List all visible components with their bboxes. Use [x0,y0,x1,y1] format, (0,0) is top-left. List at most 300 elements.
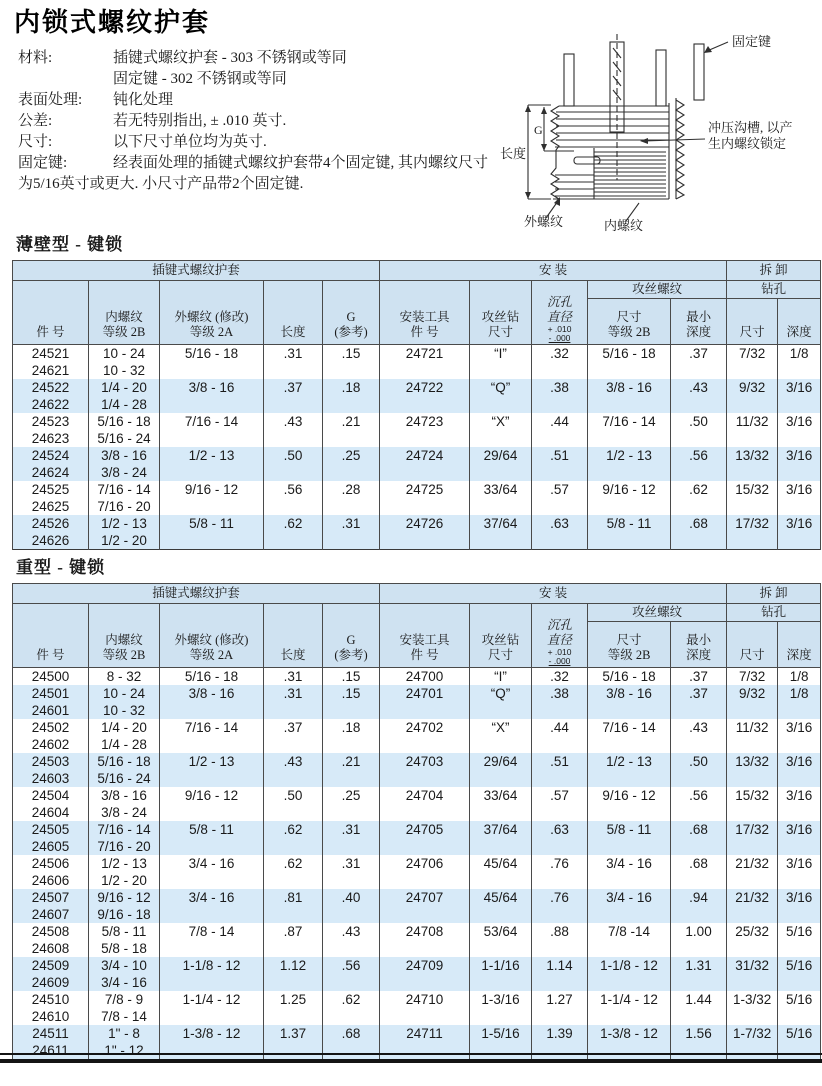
counterbore-cell: .76 [532,889,588,923]
internal-thread-cell: 7/16 - 14 [89,821,160,838]
counterbore-cell: .32 [532,345,588,380]
diagram-label-punch-groove-2: 生内螺纹锁定 [708,136,787,151]
col-header-g-reference: G (参考) [323,281,380,345]
tap-drill-cell: 45/64 [470,889,532,923]
length-cell: .37 [264,379,323,413]
tap-drill-cell: 45/64 [470,855,532,889]
col-header-part-number: 件 号 [13,604,89,668]
drill-size-cell: 9/32 [727,685,778,719]
internal-thread-cell: 10 - 32 [89,362,160,379]
group-header-install: 安 装 [380,584,727,604]
part-number-cell: 24500 [13,668,89,686]
part-number-cell: 24503 [13,753,89,770]
part-number-cell: 24623 [13,430,89,447]
spec-label: 材料: [18,50,53,66]
install-tool-cell: 24722 [380,379,470,413]
drill-depth-cell: 3/16 [778,821,821,855]
part-number-cell: 24610 [13,1008,89,1025]
col-header-external-thread: 外螺纹 (修改) 等级 2A [160,281,264,345]
page-title: 内锁式螺纹护套 [14,8,211,37]
length-cell: .31 [264,685,323,719]
counterbore-cell: .44 [532,413,588,447]
drill-depth-cell: 3/16 [778,413,821,447]
col-header-tap-drill: 攻丝钻 尺寸 [470,604,532,668]
part-number-cell: 24505 [13,821,89,838]
external-thread-cell: 5/16 - 18 [160,345,264,380]
external-thread-cell: 7/8 - 14 [160,923,264,957]
sub-header-tap-thread: 攻丝螺纹 [588,281,727,299]
g-reference-cell: .15 [323,668,380,686]
tap-drill-cell: 29/64 [470,447,532,481]
part-number-cell: 24626 [13,532,89,550]
tap-drill-cell: “Q” [470,685,532,719]
part-number-cell: 24524 [13,447,89,464]
counterbore-cell: 1.27 [532,991,588,1025]
length-cell: .43 [264,753,323,787]
part-number-cell: 24507 [13,889,89,906]
internal-thread-cell: 10 - 24 [89,685,160,702]
tap-drill-cell: 29/64 [470,753,532,787]
spec-row [18,48,496,69]
install-tool-cell: 24724 [380,447,470,481]
table-row [13,991,821,1008]
internal-thread-cell: 7/16 - 20 [89,498,160,515]
length-cell: .50 [264,787,323,821]
internal-thread-cell: 5/16 - 18 [89,753,160,770]
drill-size-cell: 1-3/32 [727,991,778,1025]
tap-thread-size-cell: 5/8 - 11 [588,515,671,550]
part-number-cell: 24501 [13,685,89,702]
col-header-install-tool: 安装工具 件 号 [380,281,470,345]
sub-header-drill: 钻孔 [727,604,821,622]
min-depth-cell: .56 [671,787,727,821]
col-header-part-number: 件 号 [13,281,89,345]
length-cell: 1.25 [264,991,323,1025]
diagram-label-internal-thread: 内螺纹 [604,218,644,233]
g-reference-cell: .18 [323,379,380,413]
col-header-internal-thread: 内螺纹 等级 2B [89,281,160,345]
min-depth-cell: .43 [671,379,727,413]
col-header-drill-size: 尺寸 [727,299,778,345]
col-header-length: 长度 [264,604,323,668]
counterbore-cell: .57 [532,787,588,821]
counterbore-cell: .32 [532,668,588,686]
section-title-heavyduty: 重型 - 键锁 [16,558,106,577]
internal-thread-cell: 3/8 - 16 [89,787,160,804]
internal-thread-cell: 1/2 - 20 [89,532,160,550]
internal-thread-cell: 1/2 - 13 [89,515,160,532]
min-depth-cell: .62 [671,481,727,515]
install-tool-cell: 24708 [380,923,470,957]
table-row [13,481,821,498]
group-header-row [13,584,821,604]
sub-header-row [13,604,821,622]
install-tool-cell: 24704 [380,787,470,821]
external-thread-cell: 1/2 - 13 [160,447,264,481]
tap-thread-size-cell: 9/16 - 12 [588,787,671,821]
install-tool-cell: 24706 [380,855,470,889]
drill-depth-cell: 3/16 [778,787,821,821]
length-cell: .62 [264,855,323,889]
diagram-label-external-thread: 外螺纹 [524,214,564,229]
drill-depth-cell: 3/16 [778,889,821,923]
page-bottom-rule [0,1053,822,1063]
internal-thread-cell: 7/16 - 20 [89,838,160,855]
internal-thread-cell: 5/16 - 24 [89,770,160,787]
tap-drill-cell: 37/64 [470,821,532,855]
tap-thread-size-cell: 3/8 - 16 [588,379,671,413]
spec-label: 尺寸: [18,134,53,150]
table-row [13,923,821,940]
col-header-drill-depth: 深度 [778,299,821,345]
tap-drill-cell: “Q” [470,379,532,413]
group-header-removal: 拆 卸 [727,584,821,604]
install-tool-cell: 24721 [380,345,470,380]
tap-drill-cell: “X” [470,719,532,753]
col-header-counterbore: 沉孔 直径 + .010 - .000 [532,604,588,668]
g-reference-cell: .18 [323,719,380,753]
tap-thread-size-cell: 5/8 - 11 [588,821,671,855]
g-reference-cell: .62 [323,991,380,1025]
table-row [13,1025,821,1042]
min-depth-cell: .50 [671,413,727,447]
tap-thread-size-cell: 1-1/4 - 12 [588,991,671,1025]
col-header-counterbore: 沉孔 直径 + .010 - .000 [532,281,588,345]
tap-thread-size-cell: 5/16 - 18 [588,668,671,686]
table-row [13,515,821,532]
tap-thread-size-cell: 1/2 - 13 [588,753,671,787]
counterbore-cell: .63 [532,515,588,550]
counterbore-cell: .38 [532,685,588,719]
col-header-tap-size: 尺寸 等级 2B [588,622,671,668]
external-thread-cell: 5/16 - 18 [160,668,264,686]
thinwall-table-body [13,345,821,550]
spec-label: 固定键: [18,155,68,171]
tap-thread-size-cell: 7/16 - 14 [588,413,671,447]
drill-depth-cell: 5/16 [778,1025,821,1060]
tap-thread-size-cell: 7/8 -14 [588,923,671,957]
part-number-cell: 24508 [13,923,89,940]
internal-thread-cell: 7/8 - 14 [89,1008,160,1025]
part-number-cell: 24611 [13,1042,89,1060]
part-number-cell: 24526 [13,515,89,532]
drill-depth-cell: 3/16 [778,481,821,515]
min-depth-cell: .37 [671,345,727,380]
install-tool-cell: 24705 [380,821,470,855]
col-header-install-tool: 安装工具 件 号 [380,604,470,668]
internal-thread-cell: 5/8 - 11 [89,923,160,940]
part-number-cell: 24525 [13,481,89,498]
spec-value: 钝化处理 [113,92,174,108]
external-thread-cell: 1-1/4 - 12 [160,991,264,1025]
sub-header-row [13,281,821,299]
thinwall-table [12,260,821,550]
min-depth-cell: .37 [671,668,727,686]
tap-drill-cell: 53/64 [470,923,532,957]
internal-thread-cell: 1" - 12 [89,1042,160,1060]
external-thread-cell: 7/16 - 14 [160,413,264,447]
diagram-label-punch-groove-1: 冲压沟槽, 以产 [708,120,793,135]
part-number-cell: 24602 [13,736,89,753]
external-thread-cell: 3/4 - 16 [160,889,264,923]
drill-depth-cell: 3/16 [778,855,821,889]
counterbore-cell: .63 [532,821,588,855]
drill-size-cell: 13/32 [727,753,778,787]
drill-depth-cell: 5/16 [778,923,821,957]
counterbore-cell: .38 [532,379,588,413]
internal-thread-cell: 5/16 - 18 [89,413,160,430]
external-thread-cell: 9/16 - 12 [160,787,264,821]
external-thread-cell: 5/8 - 11 [160,821,264,855]
length-cell: .87 [264,923,323,957]
g-reference-cell: .28 [323,481,380,515]
col-header-tap-drill: 攻丝钻 尺寸 [470,281,532,345]
spec-label: 公差: [18,113,53,129]
tap-drill-cell: 1-3/16 [470,991,532,1025]
drill-depth-cell: 3/16 [778,753,821,787]
g-reference-cell: .25 [323,787,380,821]
install-tool-cell: 24711 [380,1025,470,1060]
sub-header-tap-thread: 攻丝螺纹 [588,604,727,622]
counterbore-cell: .51 [532,753,588,787]
tap-drill-cell: 1-1/16 [470,957,532,991]
min-depth-cell: 1.56 [671,1025,727,1060]
part-number-cell: 24522 [13,379,89,396]
internal-thread-cell: 1/2 - 20 [89,872,160,889]
length-cell: .31 [264,668,323,686]
insert-diagram [498,28,822,236]
g-reference-cell: .40 [323,889,380,923]
part-number-cell: 24607 [13,906,89,923]
counterbore-cell: .51 [532,447,588,481]
install-tool-cell: 24707 [380,889,470,923]
min-depth-cell: .94 [671,889,727,923]
part-number-cell: 24625 [13,498,89,515]
col-header-internal-thread: 内螺纹 等级 2B [89,604,160,668]
drill-size-cell: 13/32 [727,447,778,481]
min-depth-cell: 1.31 [671,957,727,991]
tap-drill-cell: 37/64 [470,515,532,550]
install-tool-cell: 24700 [380,668,470,686]
spec-value: 若无特别指出, ± .010 英寸. [113,113,287,129]
part-number-cell: 24621 [13,362,89,379]
drill-depth-cell: 1/8 [778,345,821,380]
min-depth-cell: .43 [671,719,727,753]
heavyduty-table [12,583,821,1060]
spec-row [18,90,496,111]
tap-thread-size-cell: 5/16 - 18 [588,345,671,380]
drill-size-cell: 21/32 [727,889,778,923]
drill-depth-cell: 1/8 [778,668,821,686]
spec-value: 固定键 - 302 不锈钢或等同 [113,71,287,87]
drill-depth-cell: 3/16 [778,447,821,481]
table-row [13,447,821,464]
table-row [13,855,821,872]
part-number-cell: 24605 [13,838,89,855]
counterbore-cell: .44 [532,719,588,753]
min-depth-cell: .56 [671,447,727,481]
diagram-label-fixing-key: 固定键 [732,34,772,49]
spec-row [18,111,496,132]
drill-depth-cell: 5/16 [778,957,821,991]
internal-thread-cell: 10 - 24 [89,345,160,363]
internal-thread-cell: 1/2 - 13 [89,855,160,872]
part-number-cell: 24606 [13,872,89,889]
internal-thread-cell: 7/16 - 14 [89,481,160,498]
part-number-cell: 24511 [13,1025,89,1042]
spec-value: 以下尺寸单位均为英寸. [113,134,267,150]
drill-size-cell: 11/32 [727,719,778,753]
part-number-cell: 24521 [13,345,89,363]
g-reference-cell: .15 [323,345,380,380]
drill-depth-cell: 3/16 [778,515,821,550]
col-header-min-depth: 最小 深度 [671,622,727,668]
counterbore-cell: 1.14 [532,957,588,991]
tap-drill-cell: 33/64 [470,481,532,515]
external-thread-cell: 3/8 - 16 [160,379,264,413]
counterbore-cell: 1.39 [532,1025,588,1060]
internal-thread-cell: 1/4 - 28 [89,396,160,413]
part-number-cell: 24523 [13,413,89,430]
part-number-cell: 24601 [13,702,89,719]
col-header-tap-size: 尺寸 等级 2B [588,299,671,345]
internal-thread-cell: 3/4 - 10 [89,957,160,974]
table-row [13,345,821,363]
tap-thread-size-cell: 9/16 - 12 [588,481,671,515]
table-row [13,413,821,430]
drill-depth-cell: 1/8 [778,685,821,719]
length-cell: .56 [264,481,323,515]
g-reference-cell: .31 [323,821,380,855]
part-number-cell: 24609 [13,974,89,991]
tap-drill-cell: 1-5/16 [470,1025,532,1060]
min-depth-cell: .50 [671,753,727,787]
tap-drill-cell: 33/64 [470,787,532,821]
install-tool-cell: 24703 [380,753,470,787]
table-row [13,685,821,702]
internal-thread-cell: 3/4 - 16 [89,974,160,991]
table-row [13,957,821,974]
drill-size-cell: 17/32 [727,821,778,855]
internal-thread-cell: 3/8 - 24 [89,804,160,821]
g-reference-cell: .21 [323,413,380,447]
install-tool-cell: 24725 [380,481,470,515]
diagram-label-g: G [534,123,543,137]
internal-thread-cell: 1/4 - 28 [89,736,160,753]
length-cell: .81 [264,889,323,923]
length-cell: .37 [264,719,323,753]
min-depth-cell: 1.44 [671,991,727,1025]
spec-block [18,48,496,195]
tap-thread-size-cell: 1-3/8 - 12 [588,1025,671,1060]
drill-depth-cell: 5/16 [778,991,821,1025]
part-number-cell: 24622 [13,396,89,413]
col-header-min-depth: 最小 深度 [671,299,727,345]
internal-thread-cell: 3/8 - 16 [89,447,160,464]
tap-thread-size-cell: 7/16 - 14 [588,719,671,753]
install-tool-cell: 24726 [380,515,470,550]
table-row [13,753,821,770]
part-number-cell: 24506 [13,855,89,872]
internal-thread-cell: 5/8 - 18 [89,940,160,957]
tap-thread-size-cell: 1/2 - 13 [588,447,671,481]
tap-thread-size-cell: 3/8 - 16 [588,685,671,719]
drill-size-cell: 11/32 [727,413,778,447]
table-row [13,787,821,804]
table-row [13,889,821,906]
min-depth-cell: .68 [671,855,727,889]
drill-size-cell: 21/32 [727,855,778,889]
table-row [13,821,821,838]
spec-value: 插键式螺纹护套 - 303 不锈钢或等同 [113,50,347,66]
internal-thread-cell: 1" - 8 [89,1025,160,1042]
diagram-label-length: 长度 [500,146,527,161]
section-title-thinwall: 薄壁型 - 键锁 [16,235,124,254]
internal-thread-cell: 9/16 - 18 [89,906,160,923]
part-number-cell: 24504 [13,787,89,804]
drill-size-cell: 7/32 [727,345,778,380]
col-header-g-reference: G (参考) [323,604,380,668]
external-thread-cell: 1-3/8 - 12 [160,1025,264,1060]
tap-thread-size-cell: 3/4 - 16 [588,889,671,923]
min-depth-cell: .37 [671,685,727,719]
heavyduty-table-body [13,668,821,1060]
part-number-cell: 24603 [13,770,89,787]
tap-drill-cell: “X” [470,413,532,447]
counterbore-cell: .88 [532,923,588,957]
part-number-cell: 24608 [13,940,89,957]
g-reference-cell: .43 [323,923,380,957]
drill-size-cell: 7/32 [727,668,778,686]
table-row [13,668,821,686]
g-reference-cell: .68 [323,1025,380,1060]
group-header-removal: 拆 卸 [727,261,821,281]
sub-header-drill: 钻孔 [727,281,821,299]
counterbore-cell: .76 [532,855,588,889]
drill-depth-cell: 3/16 [778,719,821,753]
install-tool-cell: 24709 [380,957,470,991]
col-header-drill-size: 尺寸 [727,622,778,668]
length-cell: .50 [264,447,323,481]
external-thread-cell: 1-1/8 - 12 [160,957,264,991]
external-thread-cell: 7/16 - 14 [160,719,264,753]
spec-value: 经表面处理的插键式螺纹护套带4个固定键, 其内螺纹尺寸为5/16英寸或更大. 小尺寸产品带2个固定键. [18,155,489,192]
min-depth-cell: .68 [671,515,727,550]
length-cell: .43 [264,413,323,447]
external-thread-cell: 5/8 - 11 [160,515,264,550]
spec-row [18,153,496,195]
spec-row [18,69,496,90]
col-header-drill-depth: 深度 [778,622,821,668]
drill-size-cell: 15/32 [727,787,778,821]
counterbore-cell: .57 [532,481,588,515]
part-number-cell: 24509 [13,957,89,974]
length-cell: .31 [264,345,323,380]
drill-depth-cell: 3/16 [778,379,821,413]
part-number-cell: 24604 [13,804,89,821]
drill-size-cell: 15/32 [727,481,778,515]
min-depth-cell: .68 [671,821,727,855]
tap-thread-size-cell: 1-1/8 - 12 [588,957,671,991]
min-depth-cell: 1.00 [671,923,727,957]
g-reference-cell: .25 [323,447,380,481]
internal-thread-cell: 5/16 - 24 [89,430,160,447]
g-reference-cell: .21 [323,753,380,787]
g-reference-cell: .31 [323,855,380,889]
g-reference-cell: .15 [323,685,380,719]
part-number-cell: 24510 [13,991,89,1008]
length-cell: .62 [264,515,323,550]
